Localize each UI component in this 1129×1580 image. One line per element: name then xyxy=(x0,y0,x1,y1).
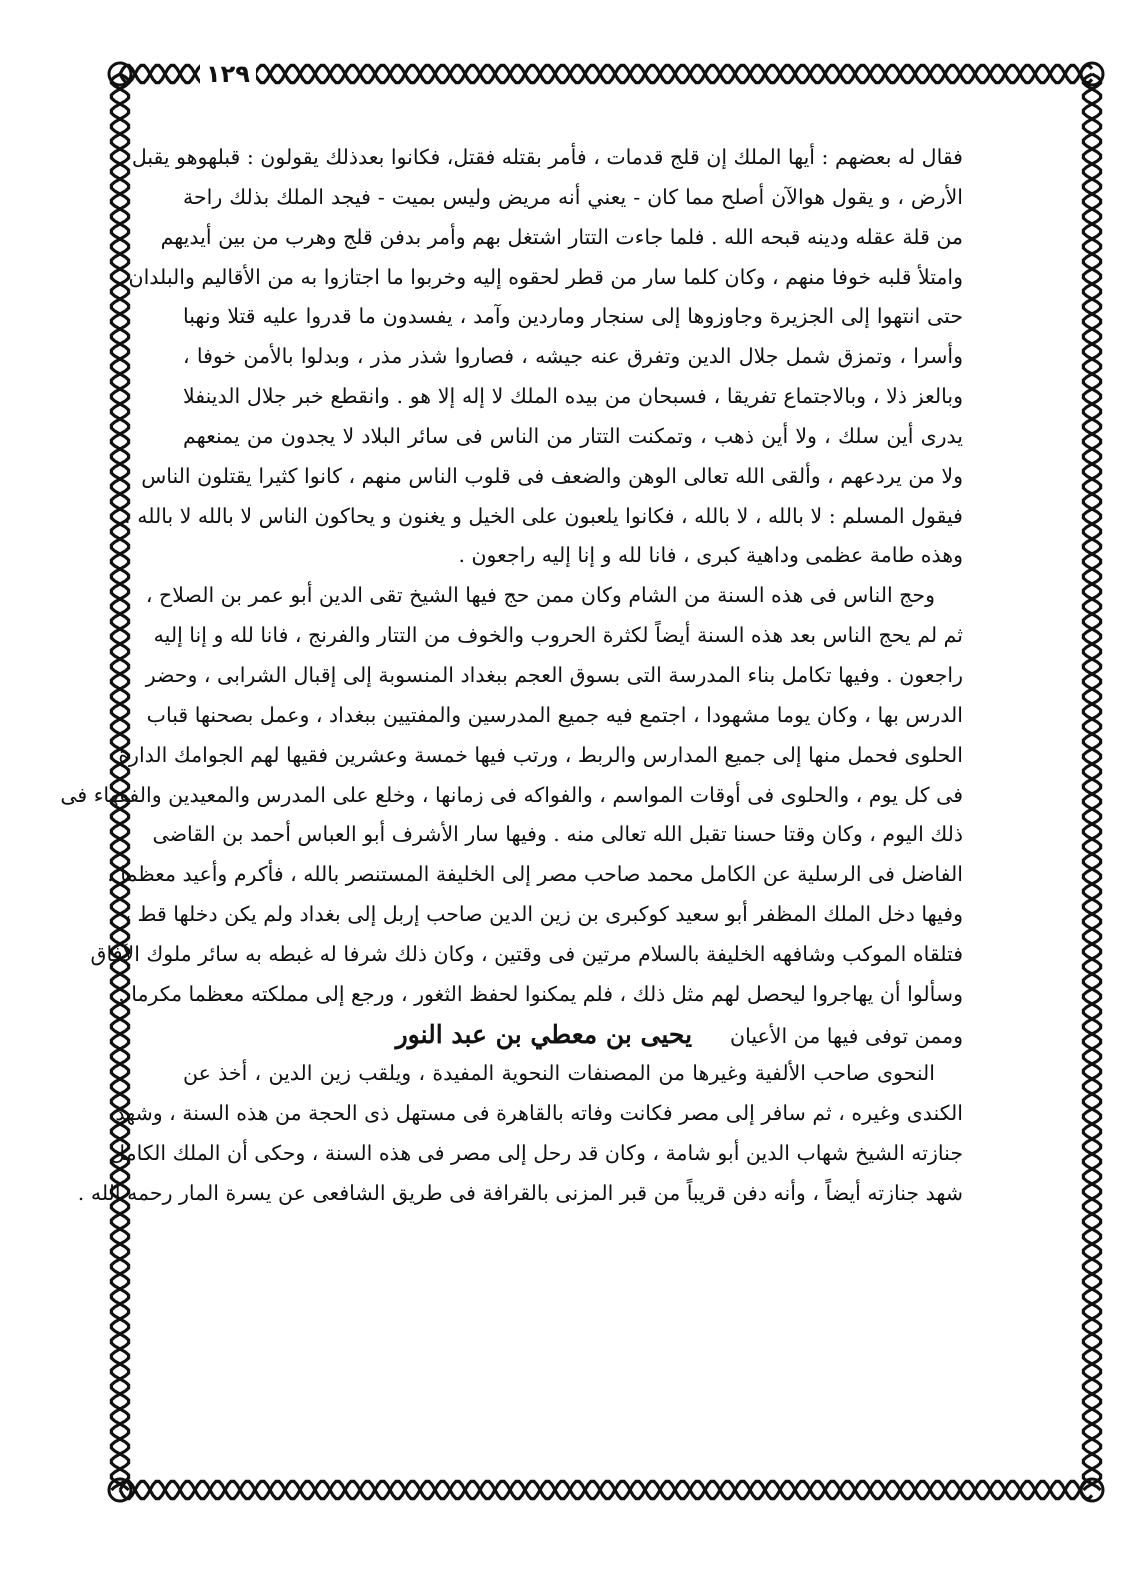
text-line: ثم لم يحج الناس بعد هذه السنة أيضاً لكثرة الحروب والخوف من التتار والفرنج ، فانا لله و إنا إليه xyxy=(153,623,963,648)
obituary-heading xyxy=(183,1015,963,1055)
text-line: الكندى وغيره ، ثم سافر إلى مصر فكانت وفاته بالقاهرة فى مستهل ذى الحجة من هذه السنة ، وشهد xyxy=(115,1101,963,1126)
obituary-name: يحيى بن معطي بن عبد النور xyxy=(395,1019,693,1049)
text-line: ذلك اليوم ، وكان وقتا حسنا تقبل الله تعالى منه . وفيها سار الأشرف أبو العباس أحمد بن القاضى xyxy=(152,822,963,847)
paragraph-1 xyxy=(124,138,963,576)
text-line: وامتلأ قلبه خوفا منهم ، وكان كلما سار من قطر لحقوه إليه وخربوا ما اجتازوا به من الأقاليم والبلدان xyxy=(128,264,963,289)
text-line: وبالعز ذلا ، وبالاجتماع تفريقا ، فسبحان من بيده الملك لا إله إلا هو . وانقطع خبر جلال الدينفلا xyxy=(183,384,963,409)
text-line: جنازته الشيخ شهاب الدين أبو شامة ، وكان قد رحل إلى مصر فى هذه السنة ، وحكى أن الملك الكامل xyxy=(110,1141,963,1166)
text-line: الحلوى فحمل منها إلى جميع المدارس والربط ، ورتب فيها خمسة وعشرين فقيها لهم الجوامك الدارة xyxy=(118,742,963,767)
text-line: وأسرا ، وتمزق شمل جلال الدين وتفرق عنه جيشه ، فصاروا شذر مذر ، وبدلوا بالأمن خوفا ، xyxy=(183,344,963,369)
text-line: يدرى أين سلك ، ولا أين ذهب ، وتمكنت التتار من الناس فى سائر البلاد لا يجدون من يمنعهم xyxy=(183,423,963,448)
text-line: الدرس بها ، وكان يوما مشهودا ، اجتمع فيه جميع المدرسين والمفتيين ببغداد ، وعمل بصحنها قباب xyxy=(146,702,963,727)
text-line: الفاضل فى الرسلية عن الكامل محمد صاحب مصر إلى الخليفة المستنصر بالله ، فأكرم وأعيد معظما . xyxy=(107,862,963,887)
text-line: وسألوا أن يهاجروا ليحصل لهم مثل ذلك ، فلم يمكنوا لحفظ الثغور ، ورجع إلى مملكته معظما مكرما . xyxy=(118,981,963,1006)
text-line: راجعون . وفيها تكامل بناء المدرسة التى بسوق العجم ببغداد المنسوبة إلى إقبال الشرابى ، وحضر xyxy=(145,662,963,687)
text-line: وحج الناس فى هذه السنة من الشام وكان ممن حج فيها الشيخ تقى الدين أبو عمر بن الصلاح ، xyxy=(145,583,935,608)
text-line: فقال له بعضهم : أيها الملك إن قلج قدمات ، فأمر بقتله فقتل، فكانوا بعدذلك يقولون : قبلهوهو يقبل xyxy=(131,145,963,169)
text-line: وهذه طامة عظمى وداهية كبرى ، فانا لله و إنا إليه راجعون . xyxy=(458,543,963,568)
text-line: فيقول المسلم : لا بالله ، لا بالله ، فكانوا يلعبون على الخيل و يغنون و يحاكون الناس لا بالله لا بالله ، xyxy=(124,503,963,528)
text-line: فى كل يوم ، والحلوى فى أوقات المواسم ، والفواكه فى زمانها ، وخلع على المدرس والمعيدين والفقهاء فى xyxy=(60,782,963,807)
text-line: النحوى صاحب الألفية وغيرها من المصنفات النحوية المفيدة ، ويلقب زين الدين ، أخذ عن xyxy=(183,1061,935,1086)
text-line: الأرض ، و يقول هوالآن أصلح مما كان - يعني أنه مريض وليس بميت - فيجد الملك بذلك راحة xyxy=(183,184,963,209)
obituary-intro: وممن توفى فيها من الأعيان xyxy=(730,1023,963,1048)
paragraph-3 xyxy=(77,1054,963,1213)
text-line: شهد جنازته أيضاً ، وأنه دفن قريباً من قبر المزنى بالقرافة فى طريق الشافعى عن يسرة المار رحمه الله . xyxy=(77,1180,963,1205)
text-line: من قلة عقله ودينه قبحه الله . فلما جاءت التتار اشتغل بهم وأمر بدفن قلج وهرب من بين أيديهم xyxy=(160,224,963,249)
text-line: ولا من يردعهم ، وألقى الله تعالى الوهن والضعف فى قلوب الناس منهم ، كانوا كثيرا يقتلون الناس xyxy=(141,463,963,488)
page-number: ١٢٩ xyxy=(200,60,256,88)
text-line: حتى انتهوا إلى الجزيرة وجاوزوها إلى سنجار وماردين وآمد ، يفسدون ما قدروا عليه قتلا ونهبا xyxy=(183,304,963,329)
text-line: وفيها دخل الملك المظفر أبو سعيد كوكبرى بن زين الدين صاحب إربل إلى بغداد ولم يكن دخلها قط ، xyxy=(124,902,963,927)
paragraph-2 xyxy=(60,576,963,1014)
text-line: فتلقاه الموكب وشافهه الخليفة بالسلام مرتين فى وقتين ، وكان ذلك شرفا له غبطه به سائر ملوك الآفاق xyxy=(90,941,963,966)
main-text xyxy=(60,138,963,1448)
